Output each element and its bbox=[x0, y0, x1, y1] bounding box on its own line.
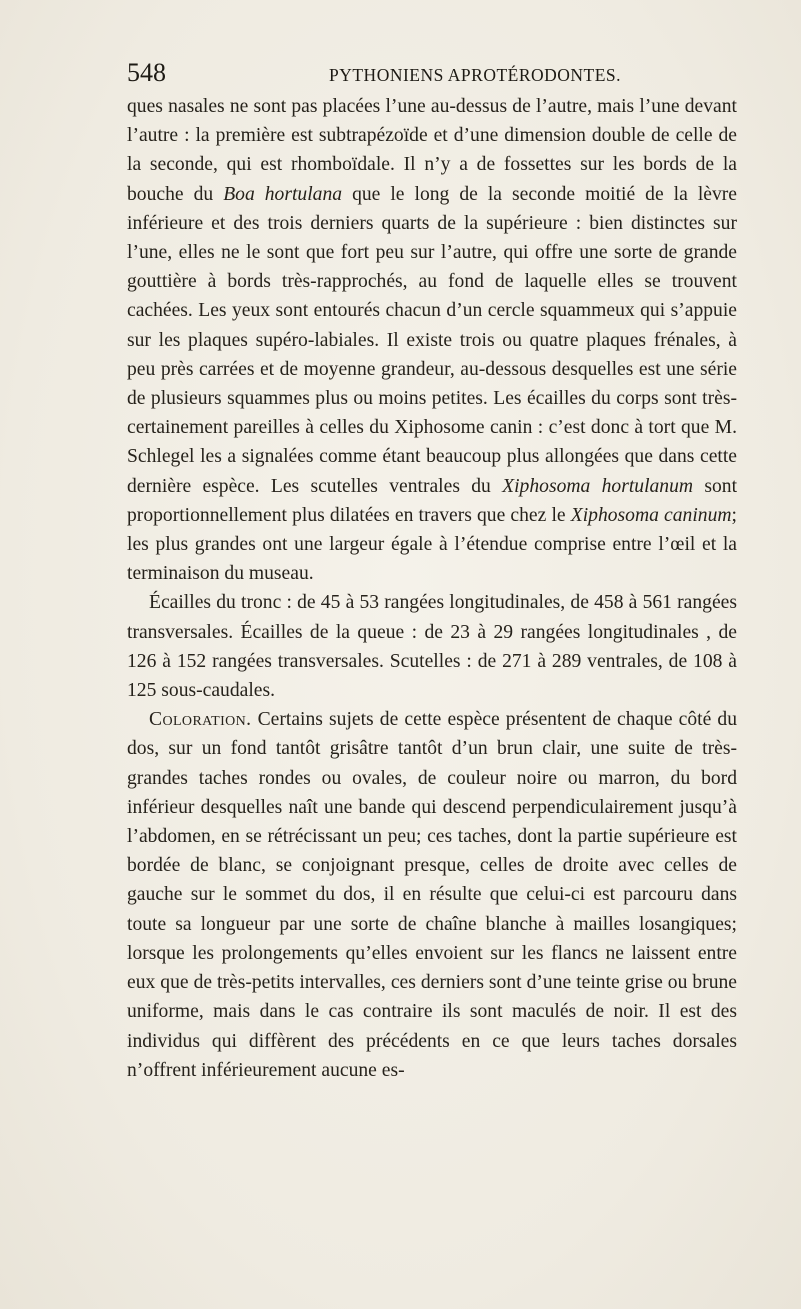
text-segment: que le long de la seconde moitié de la lèvre inférieure et des trois derniers quarts de la supérieure : bien distinctes sur l’une, elles ne le sont que fort peu sur l’autre, qui offre une sorte de grande gouttière à bords très-rapprochés, au fond de laquelle elles se trouvent cachées. Les yeux sont entourés chacun d’un cercle squammeux qui s’appuie sur les plaques supéro-labiales. Il existe trois ou quatre plaques frénales, à peu près carrées et de moyenne grandeur, au-dessous desquelles est une série de plusieurs squammes plus ou moins petites. Les écailles du corps sont très-certainement pareilles à celles du Xiphosome canin : c’est donc à tort que M. Schlegel les a signalées comme étant beaucoup plus allongées que dans cette dernière espèce. Les scutelles ventrales du bbox=[127, 183, 737, 497]
species-name: Xiphosoma caninum bbox=[570, 504, 732, 526]
text-segment: sont proportionnellement plus dilatées en travers que chez le bbox=[127, 475, 738, 526]
paragraph-coloration bbox=[127, 705, 737, 1085]
paragraph-description bbox=[127, 92, 737, 588]
text-segment: ques nasales ne sont pas placées l’une au-dessus de l’autre, mais l’une devant l’autre : la première est subtrapézoïde et d’une dimension double de celle de la seconde, qui est rhomboïdale. Il n’y a de fossettes sur les bords de la bouche du bbox=[127, 96, 737, 205]
paragraph-scale-counts: Écailles du tronc : de 45 à 53 rangées longitudinales, de 458 à 561 rangées transversales. Écailles de la queue : de 23 à 29 rangées longitudinales , de 126 à 152 rangées transversales. Scutelles : de 271 à 289 ventrales, de 108 à 125 sous-caudales. bbox=[127, 592, 737, 702]
text-segment: Certains sujets de cette espèce présentent de chaque côté du dos, sur un fond tantôt grisâtre tantôt d’un brun clair, une suite de très-grandes taches rondes ou ovales, de couleur noire ou marron, du bord inférieur desquelles naît une bande qui descend perpendiculairement jusqu’à l’abdomen, en se rétrécissant un peu; ces taches, dont la partie supérieure est bordée de blanc, se conjoignant presque, celles de droite avec celles de gauche sur le sommet du dos, il en résulte que celui-ci est parcouru dans toute sa longueur par une sorte de chaîne blanche à mailles losangiques; lorsque les prolongements qu’elles envoient sur les flancs ne laissent entre eux que de très-petits intervalles, ces derniers sont d’une teinte grise ou brune uniforme, mais dans le cas contraire ils sont maculés de noir. Il est des individus qui diffèrent des précédents en ce que leurs taches dorsales n’offrent inférieurement aucune es- bbox=[127, 709, 737, 1081]
species-name: Boa hortulana bbox=[223, 183, 343, 205]
page-header bbox=[127, 58, 737, 88]
text-segment: ; les plus grandes ont une largeur égale à l’étendue comprise entre l’œil et la terminaison du museau. bbox=[127, 504, 737, 585]
body-text bbox=[127, 92, 737, 1085]
section-lead: Coloration. bbox=[149, 709, 252, 731]
running-title: PYTHONIENS APROTÉRODONTES. bbox=[329, 65, 622, 85]
species-name: Xiphosoma hortulanum bbox=[502, 475, 694, 497]
page-number: 548 bbox=[127, 58, 166, 87]
